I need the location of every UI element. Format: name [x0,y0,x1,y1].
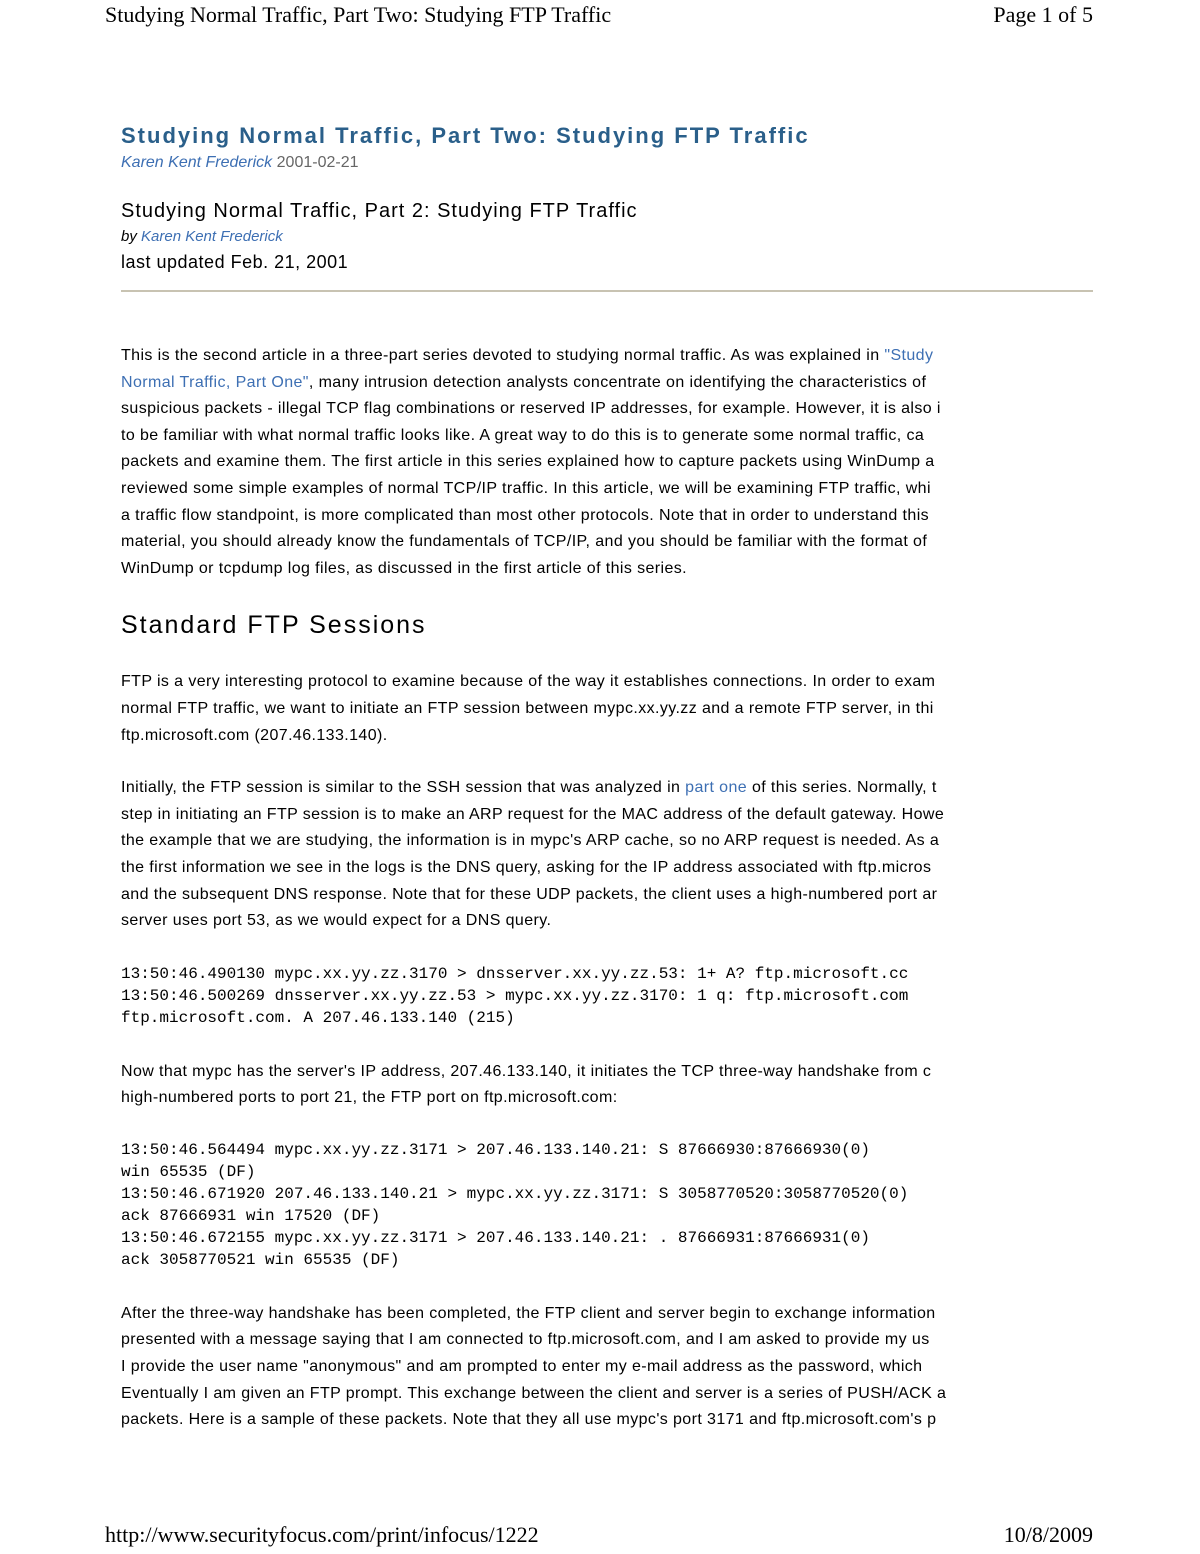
page-number: Page 1 of 5 [993,2,1093,27]
author-link[interactable]: Karen Kent Frederick [121,154,273,171]
exchange-paragraph [121,1301,1093,1434]
print-footer [105,1520,1093,1554]
dns-paragraph [121,775,1093,935]
intro-paragraph [121,343,1093,582]
log-line: ack 87666931 win 17520 (DF) [121,1206,381,1225]
section-heading: Standard FTP Sessions [121,611,427,640]
intro-line: Normal Traffic, Part One", many intrusion detection analysts concentrate on identifying the characteristics of [121,373,927,391]
paragraph-line: and the subsequent DNS response. Note that for these UDP packets, the client uses a high-numbered port ar [121,885,938,903]
intro-line: This is the second article in a three-part series devoted to studying normal traffic. As was explained in "Study [121,347,934,364]
paragraph-line: the example that we are studying, the information is in mypc's ARP cache, so no ARP request is needed. As a [121,832,940,850]
article-title: Studying Normal Traffic, Part Two: Studying FTP Traffic [121,123,810,148]
paragraph-line: Initially, the FTP session is similar to the SSH session that was analyzed in part one of this series. Normally, t [121,779,937,797]
intro-line: suspicious packets - illegal TCP flag combinations or reserved IP addresses, for example. However, it is also i [121,400,941,418]
intro-line: WinDump or tcpdump log files, as discussed in the first article of this series. [121,559,688,577]
byline-author-link[interactable]: Karen Kent Frederick [141,228,283,245]
by-label: by [121,228,137,245]
part-one-link[interactable]: "Study [884,347,934,364]
log-line: 13:50:46.671920 207.46.133.140.21 > mypc.xx.yy.zz.3171: S 3058770520:3058770520(0) [121,1184,909,1203]
article-byline [121,152,1093,174]
paragraph-line: I provide the user name "anonymous" and am prompted to enter my e-mail address as the password, which [121,1358,923,1376]
last-updated: last updated Feb. 21, 2001 [121,252,349,272]
paragraph-line: presented with a message saying that I am connected to ftp.microsoft.com, and I am asked to provide my us [121,1331,930,1349]
log-line: win 65535 (DF) [121,1162,256,1181]
paragraph-line: Eventually I am given an FTP prompt. This exchange between the client and server is a series of PUSH/ACK a [121,1384,947,1402]
log-line: 13:50:46.672155 mypc.xx.yy.zz.3171 > 207.46.133.140.21: . 87666931:87666931(0) [121,1228,870,1247]
paragraph-line: Now that mypc has the server's IP address, 207.46.133.140, it initiates the TCP three-way handshake from c [121,1062,932,1080]
log-line: ftp.microsoft.com. A 207.46.133.140 (215) [121,1008,515,1027]
intro-line: to be familiar with what normal traffic looks like. A great way to do this is to generate some normal traffic, ca [121,426,925,444]
paragraph-line: the first information we see in the logs is the DNS query, asking for the IP address associated with ftp.micros [121,858,932,876]
handshake-paragraph [121,1059,1093,1112]
dns-log-block [121,963,1093,1029]
log-line: ack 3058770521 win 65535 (DF) [121,1250,400,1269]
print-header-title: Studying Normal Traffic, Part Two: Studying FTP Traffic [105,2,612,27]
log-line: 13:50:46.500269 dnsserver.xx.yy.zz.53 > mypc.xx.yy.zz.3170: 1 q: ftp.microsoft.com [121,986,909,1005]
footer-url: http://www.securityfocus.com/print/infocus/1222 [105,1522,539,1547]
paragraph-line: server uses port 53, as we would expect for a DNS query. [121,912,552,930]
intro-line: material, you should already know the fundamentals of TCP/IP, and you should be familiar with the format of [121,533,928,551]
log-line: 13:50:46.490130 mypc.xx.yy.zz.3170 > dnsserver.xx.yy.zz.53: 1+ A? ftp.microsoft.cc [121,964,909,983]
print-header [105,0,1093,34]
subtitle-byline [121,226,1093,248]
paragraph-line: After the three-way handshake has been completed, the FTP client and server begin to exchange information [121,1304,936,1322]
intro-line: reviewed some simple examples of normal TCP/IP traffic. In this article, we will be examining FTP traffic, whi [121,479,931,497]
handshake-log-block [121,1139,1093,1271]
part-one-inline-link[interactable]: part one [685,779,748,797]
ftp-paragraph [121,669,1093,749]
article-subtitle: Studying Normal Traffic, Part 2: Studying FTP Traffic [121,200,638,222]
paragraph-line: step in initiating an FTP session is to make an ARP request for the MAC address of the default gateway. Howe [121,805,945,823]
intro-line: a traffic flow standpoint, is more complicated than most other protocols. Note that in order to understand this [121,506,930,524]
intro-line: packets and examine them. The first article in this series explained how to capture packets using WinDump a [121,453,935,471]
paragraph-line: high-numbered ports to port 21, the FTP port on ftp.microsoft.com: [121,1089,618,1107]
part-one-link-cont[interactable]: Normal Traffic, Part One" [121,373,309,391]
article [121,120,1093,1434]
paragraph-line: packets. Here is a sample of these packets. Note that they all use mypc's port 3171 and ftp.microsoft.com's p [121,1411,937,1429]
log-line: 13:50:46.564494 mypc.xx.yy.zz.3171 > 207.46.133.140.21: S 87666930:87666930(0) [121,1140,870,1159]
paragraph-line: FTP is a very interesting protocol to examine because of the way it establishes connections. In order to exam [121,673,936,691]
paragraph-line: normal FTP traffic, we want to initiate an FTP session between mypc.xx.yy.zz and a remote FTP server, in thi [121,699,934,717]
paragraph-line: ftp.microsoft.com (207.46.133.140). [121,726,388,744]
footer-date: 10/8/2009 [1003,1522,1093,1547]
article-date: 2001-02-21 [276,154,359,171]
